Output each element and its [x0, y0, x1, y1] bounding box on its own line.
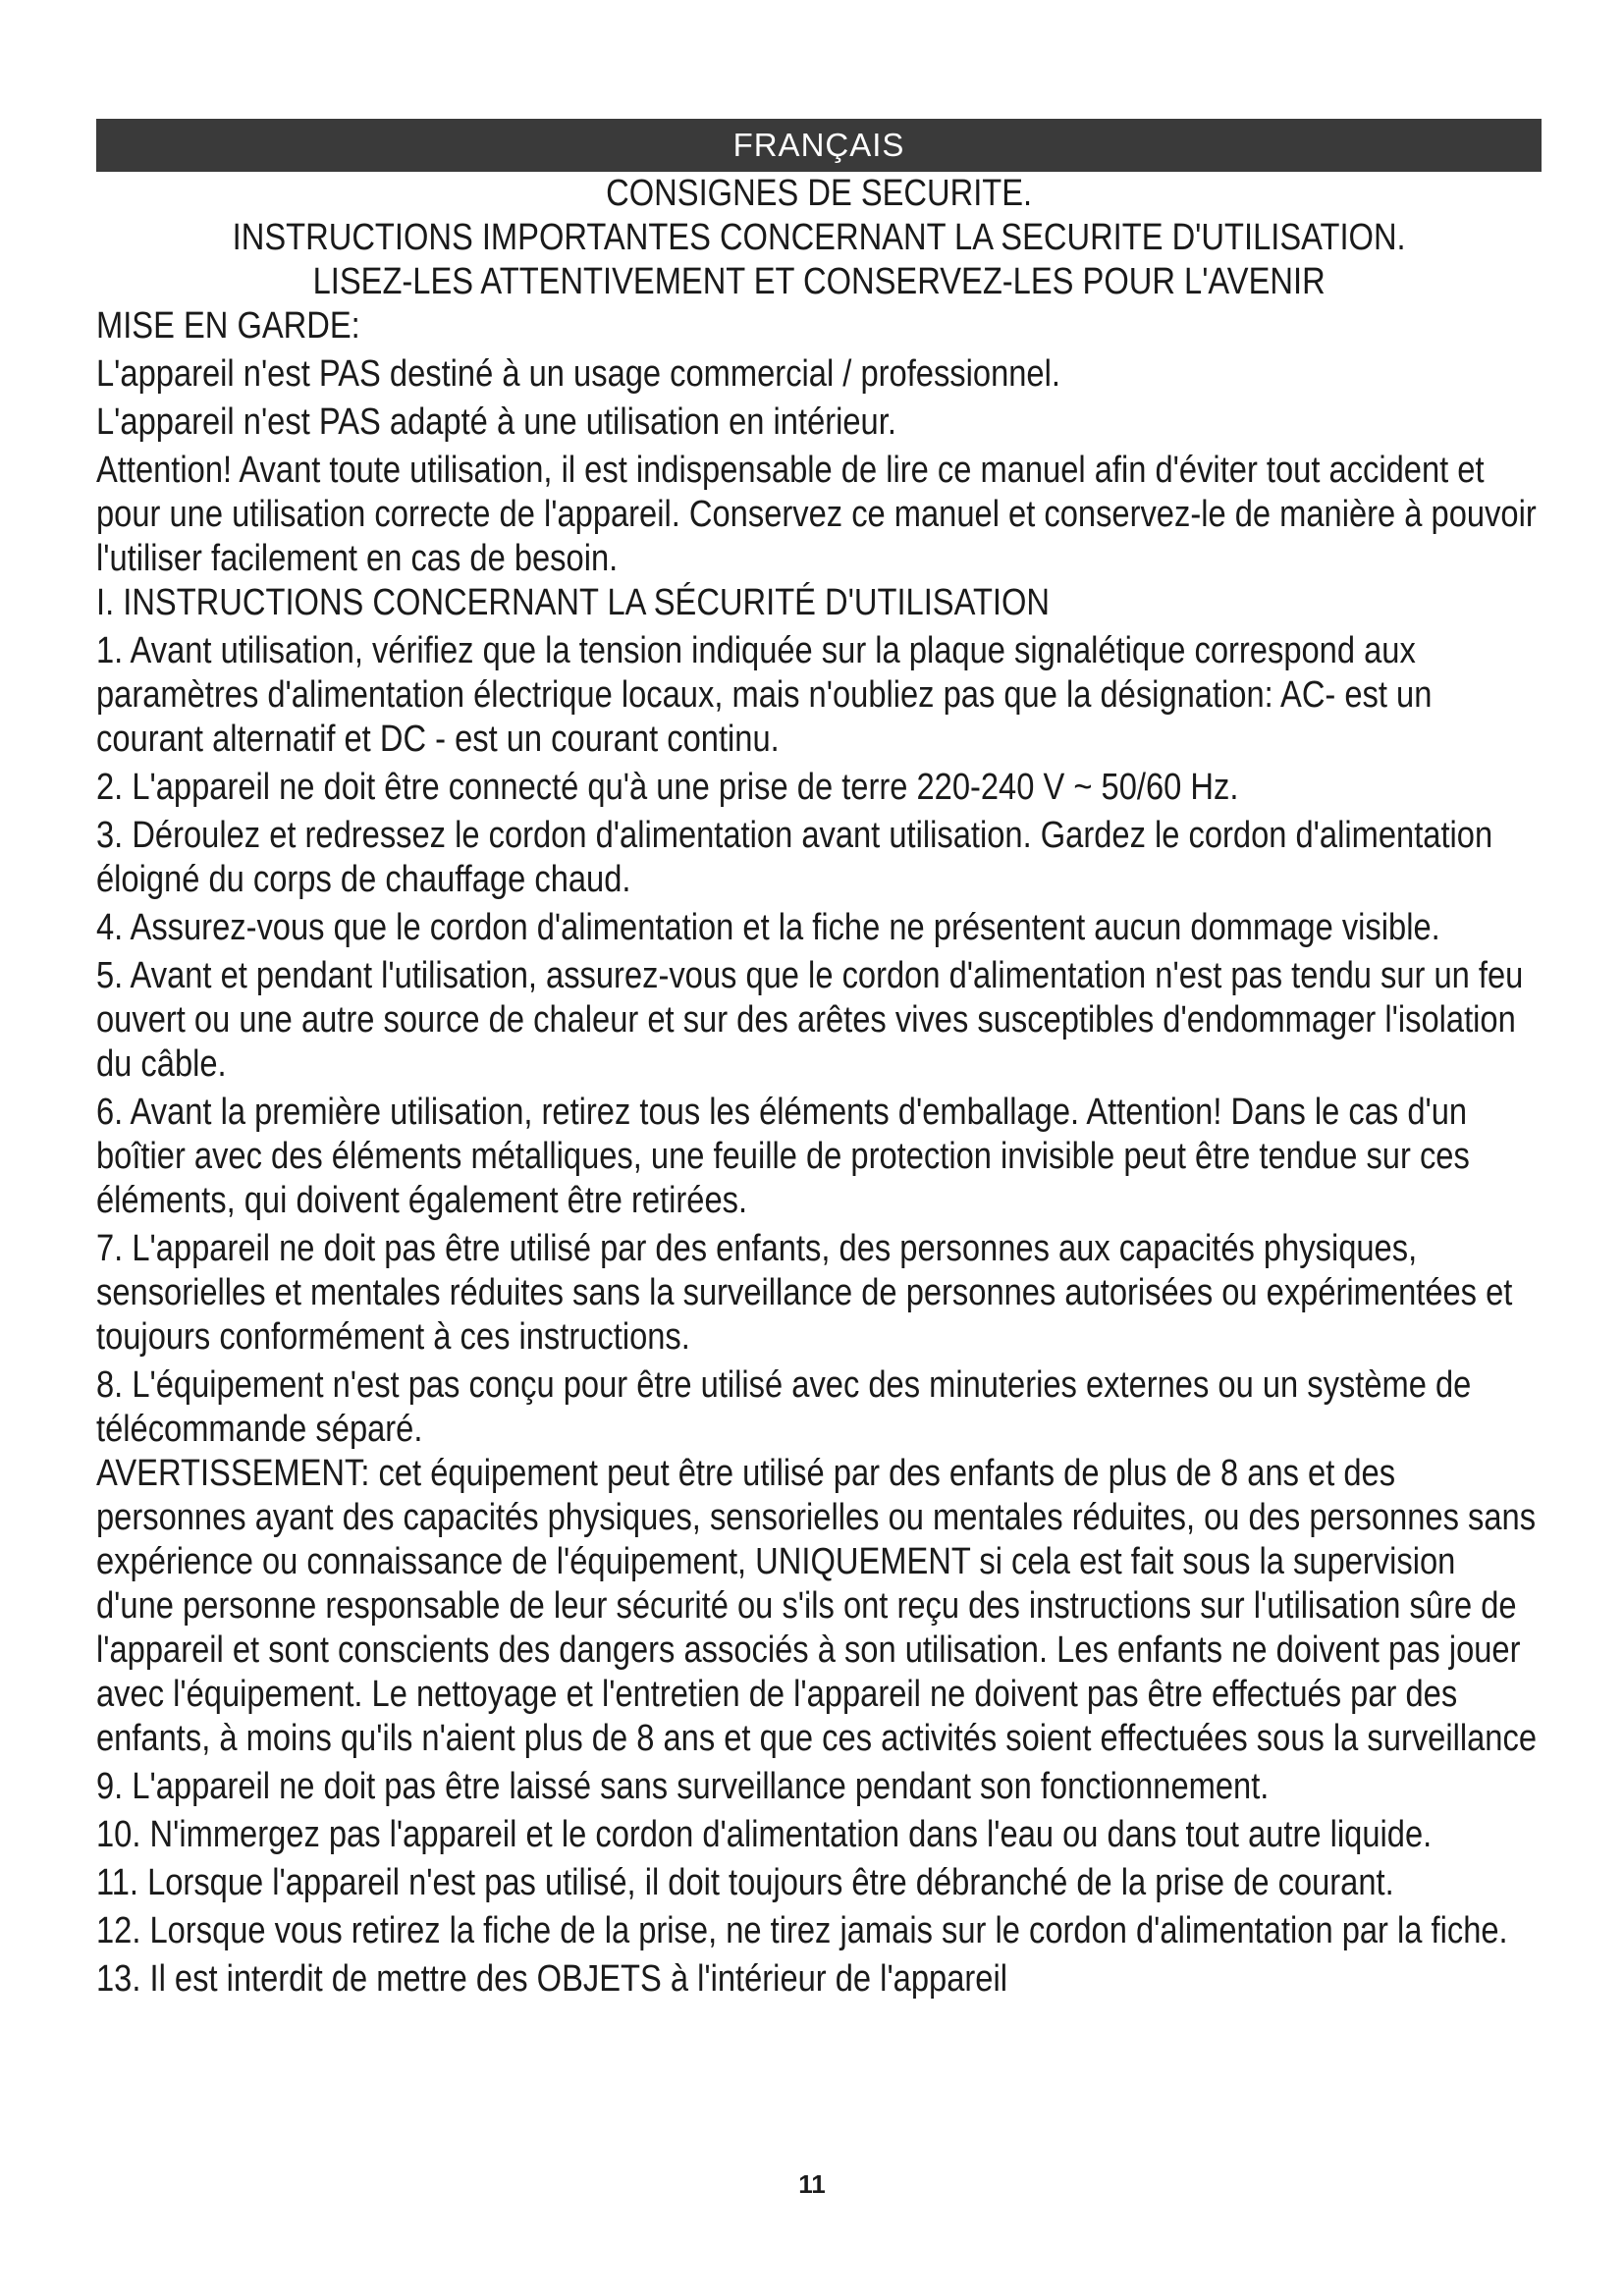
- instruction-item-2: 2. L'appareil ne doit être connecté qu'à une prise de terre 220-240 V ~ 50/60 Hz.: [96, 767, 1239, 808]
- section-title: I. INSTRUCTIONS CONCERNANT LA SÉCURITÉ D'UTILISATION: [96, 582, 1051, 623]
- instruction-item-1: 1. Avant utilisation, vérifiez que la tension indiquée sur la plaque signalétique correspond aux paramètres d'alimentation électrique locaux, mais n'oubliez pas que la désignation: AC- est un courant alternatif et DC - est un courant continu.: [96, 630, 1433, 760]
- page-content: [96, 172, 1542, 2002]
- language-label: FRANÇAIS: [732, 127, 905, 163]
- instruction-item-4: 4. Assurez-vous que le cordon d'alimentation et la fiche ne présentent aucun dommage visible.: [96, 907, 1440, 948]
- instruction-item-10: 10. N'immergez pas l'appareil et le cordon d'alimentation dans l'eau ou dans tout autre liquide.: [96, 1814, 1433, 1855]
- safety-subtitle: INSTRUCTIONS IMPORTANTES CONCERNANT LA SECURITE D'UTILISATION.: [232, 217, 1406, 258]
- instruction-item-5: 5. Avant et pendant l'utilisation, assurez-vous que le cordon d'alimentation n'est pas tendu sur un feu ouvert ou une autre source de chaleur et sur des arêtes vives susceptibles d'endommager l'isolation du câble.: [96, 955, 1524, 1085]
- safety-subtitle-2: LISEZ-LES ATTENTIVEMENT ET CONSERVEZ-LES POUR L'AVENIR: [312, 261, 1326, 302]
- instruction-item-13: 13. Il est interdit de mettre des OBJETS à l'intérieur de l'appareil: [96, 1958, 1007, 2000]
- instruction-item-8: 8. L'équipement n'est pas conçu pour être utilisé avec des minuteries externes ou un système de télécommande séparé.: [96, 1364, 1472, 1450]
- instruction-item-9: 9. L'appareil ne doit pas être laissé sans surveillance pendant son fonctionnement.: [96, 1766, 1270, 1807]
- warning-line-1: L'appareil n'est PAS destiné à un usage commercial / professionnel.: [96, 353, 1060, 395]
- warning-label: MISE EN GARDE:: [96, 305, 360, 347]
- language-header-bar: [96, 119, 1542, 172]
- instruction-item-3: 3. Déroulez et redressez le cordon d'alimentation avant utilisation. Gardez le cordon d'alimentation éloigné du corps de chauffage chaud.: [96, 815, 1493, 900]
- warning-children-paragraph: AVERTISSEMENT: cet équipement peut être utilisé par des enfants de plus de 8 ans et des personnes ayant des capacités physiques, sensorielles ou mentales réduites, ou des personnes sans expérience ou connaissance de l'équipement, UNIQUEMENT si cela est fait sous la supervision d'une personne responsable de leur sécurité ou s'ils ont reçu des instructions sur l'utilisation sûre de l'appareil et sont conscients des dangers associés à son utilisation. Les enfants ne doivent pas jouer avec l'équipement. Le nettoyage et l'entretien de l'appareil ne doivent pas être effectués par des enfants, à moins qu'ils n'aient plus de 8 ans et que ces activités soient effectuées sous la surveillance: [96, 1453, 1537, 1759]
- page-number: 11: [798, 2169, 826, 2199]
- warning-line-2: L'appareil n'est PAS adapté à une utilisation en intérieur.: [96, 401, 896, 443]
- instruction-item-6: 6. Avant la première utilisation, retirez tous les éléments d'emballage. Attention! Dans le cas d'un boîtier avec des éléments métalliques, une feuille de protection invisible peut être tendue sur ces éléments, qui doivent également être retirées.: [96, 1092, 1470, 1221]
- warning-line-3: Attention! Avant toute utilisation, il est indispensable de lire ce manuel afin d'éviter tout accident et pour une utilisation correcte de l'appareil. Conservez ce manuel et conservez-le de manière à pouvoir l'utiliser facilement en cas de besoin.: [96, 450, 1537, 579]
- instruction-item-11: 11. Lorsque l'appareil n'est pas utilisé, il doit toujours être débranché de la prise de courant.: [96, 1862, 1394, 1903]
- manual-page: [96, 119, 1542, 2002]
- instruction-item-7: 7. L'appareil ne doit pas être utilisé par des enfants, des personnes aux capacités physiques, sensorielles et mentales réduites sans la surveillance de personnes autorisées ou expérimentées et toujours conformément à ces instructions.: [96, 1228, 1513, 1358]
- instruction-item-12: 12. Lorsque vous retirez la fiche de la prise, ne tirez jamais sur le cordon d'alimentation par la fiche.: [96, 1910, 1508, 1951]
- safety-title: CONSIGNES DE SECURITE.: [606, 173, 1033, 214]
